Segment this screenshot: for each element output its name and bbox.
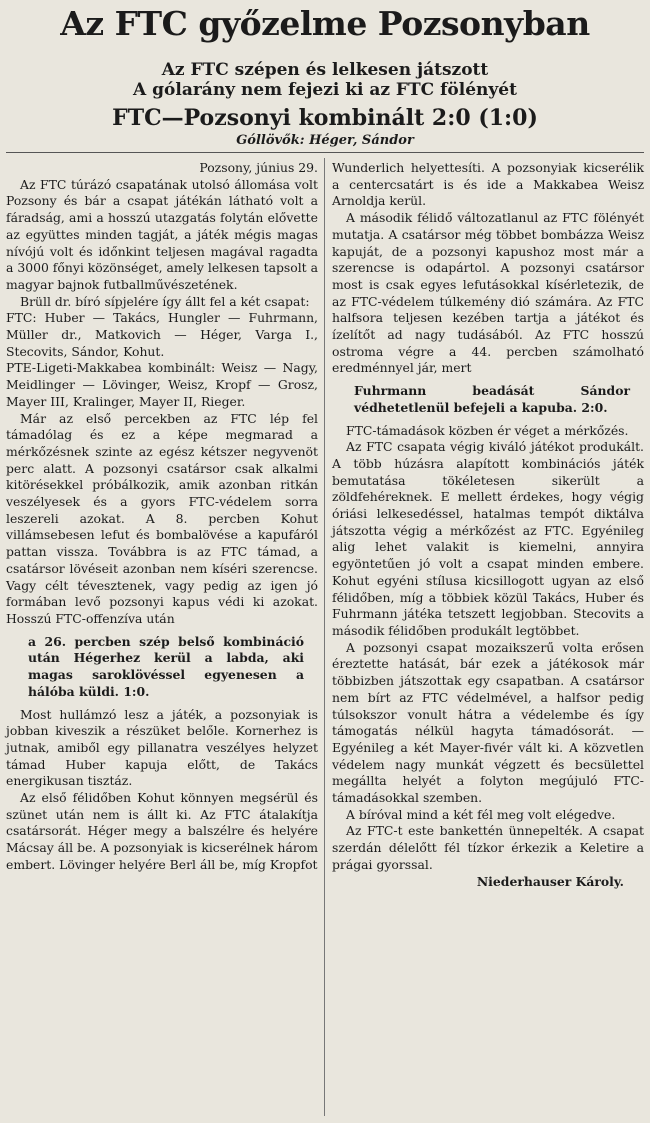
lineup-pozsony: PTE-Ligeti-Makkabea kombinált: Weisz — Nagy, Meidlinger — Lövinger, Weisz, Kropf — Grosz, Mayer III, Kralinger, Mayer II, Rieger. bbox=[6, 360, 318, 409]
article-paragraph: Brüll dr. bíró sípjelére így állt fel a két csapat: bbox=[20, 293, 310, 309]
right-column bbox=[332, 160, 644, 890]
article-paragraph: FTC-támadások közben ér véget a mérkőzés. bbox=[346, 422, 629, 438]
article-paragraph: Az FTC-t este bankettén ünnepelték. A csapat szerdán délelőtt fél tízkor érkezik a Keletire a prágai gyorssal. bbox=[332, 823, 644, 872]
header-divider bbox=[6, 152, 644, 153]
article-paragraph: Már az első percekben az FTC lép fel támadólag és ez a képe megmarad a mérkőzésnek szinte az egész kétszer negyvenöt perc alatt. A pozsonyi csatársor csak alkalmi kitörésekkel próbálkozik, amik azonban ritkán veszélyesek és a gyors FTC-védelem sorra leszereli azokat. A 8. percben Kohut villámsebesen lefut és bombalövése a kapufáról pattan vissza. Továbbra is az FTC támad, a csatársor lövéseit azonban nem kíséri szerencse. Vagy célt tévesztenek, vagy pedig az igen jó formában levő pozsonyi kapus védi ki azokat. Hosszú FTC-offenzíva után bbox=[6, 410, 318, 626]
article-paragraph: A második félidő változatlanul az FTC fölényét mutatja. A csatársor még többet bombázza Weisz kapuját, de a pozsonyi kapushoz most már a szerencse is odapártol. A pozsonyi csatársor most is csak egyes lefutásokkal kísérletezik, de az FTC-védelem túlkemény dió számára. Az FTC halfsora teljesen kezében tartja a játékot és ízelítőt ad nagy tudásából. Az FTC hosszú ostroma végre a 44. percben számolható eredménnyel jár, mert bbox=[332, 210, 644, 376]
article-paragraph: A bíróval mind a két fél meg volt elégedve. bbox=[346, 806, 616, 822]
headline: Az FTC győzelme Pozsonyban bbox=[60, 4, 590, 43]
goal-highlight-2: Fuhrmann beadását Sándor védhetetlenül befejeli a kapuba. 2:0. bbox=[354, 383, 630, 415]
subheadline-1: Az FTC szépen és lelkesen játszott bbox=[161, 60, 489, 80]
article-paragraph: Az első félidőben Kohut könnyen megsérül és szünet után nem is állt ki. Az FTC átalakítja csatársorát. Héger megy a balszélre és helyére Mácsay áll be. A pozsonyiak is kicserélnek három embert. Lövinger helyére Berl áll be, míg Kropfot bbox=[6, 790, 318, 872]
left-column bbox=[6, 160, 318, 874]
goal-highlight-1: a 26. percben szép belső kombináció után Hégerhez kerül a labda, aki magas saroklövéssel egyenesen a hálóba küldi. 1:0. bbox=[28, 633, 304, 699]
scorers: Góllövők: Héger, Sándor bbox=[236, 133, 414, 148]
lineup-ftc: FTC: Huber — Takács, Hungler — Fuhrmann, Müller dr., Matkovich — Héger, Varga I., Stecovits, Sándor, Kohut. bbox=[6, 310, 318, 359]
article-paragraph: Az FTC csapata végig kiváló játékot produkált. A több húzásra alapított kombinációs játék bemutatása tökéletesen sikerült a zöldfehéreknek. E mellett érdekes, hogy végig óriási lelkesedéssel, hatalmas tempót diktálva játszotta végig a mérkőzést az FTC. Egyénileg alig lehet valakit is kiemelni, annyira egyöntetűen jó volt a csapat minden embere. Kohut egyéni stílusa kicsillogott ugyan az első félidőben, míg a többiek közül Takács, Huber és Fuhrmann játéka tetszett legjobban. Stecovits a második félidőben produkált legtöbbet. bbox=[332, 439, 644, 638]
article-paragraph: Az FTC túrázó csapatának utolsó állomása volt Pozsony és bár a csapat játékán látható volt a fáradság, ami a hosszú utazgatás folytán elővette az együttes minden tagját, a játék mégis magas nívójú volt és időnkint teljesen magával ragadta a 3000 főnyi közönséget, amely lelkesen tapsolt a magyar bajnok futballművészetének. bbox=[6, 176, 318, 292]
column-divider bbox=[324, 158, 325, 1116]
article-paragraph: A pozsonyi csapat mozaikszerű volta erősen éreztette hatását, bár ezek a játékosok már többizben játszottak egy csapatban. A csatársor nem bírt az FTC védelmével, a halfsor pedig túlsokszor vonult hátra a védelembe és így támogatás nélkül hagyta támadósorát. — Egyénileg a két Mayer-fivér vált ki. A közvetlen védelem nagy munkát végzett és becsülettel megállta helyét a folyton megújuló FTC-támadásokkal szemben. bbox=[332, 639, 644, 806]
score-line: FTC—Pozsonyi kombinált 2:0 (1:0) bbox=[112, 105, 538, 131]
subheadline-2: A gólarány nem fejezi ki az FTC fölényét bbox=[133, 80, 517, 100]
dateline: Pozsony, június 29. bbox=[199, 160, 318, 175]
article-paragraph: Most hullámzó lesz a játék, a pozsonyiak is jobban kiveszik a részüket belőle. Kornerhez is jutnak, amiből egy pillanatra veszélyes helyzet támad Huber kapuja előtt, de Takács energikusan tisztáz. bbox=[6, 706, 318, 789]
article-paragraph: Wunderlich helyettesíti. A pozsonyiak kicserélik a centercsatárt is és ide a Makkabea Weisz Arnoldja kerül. bbox=[332, 160, 644, 209]
author-signature: Niederhauser Károly. bbox=[476, 873, 624, 889]
